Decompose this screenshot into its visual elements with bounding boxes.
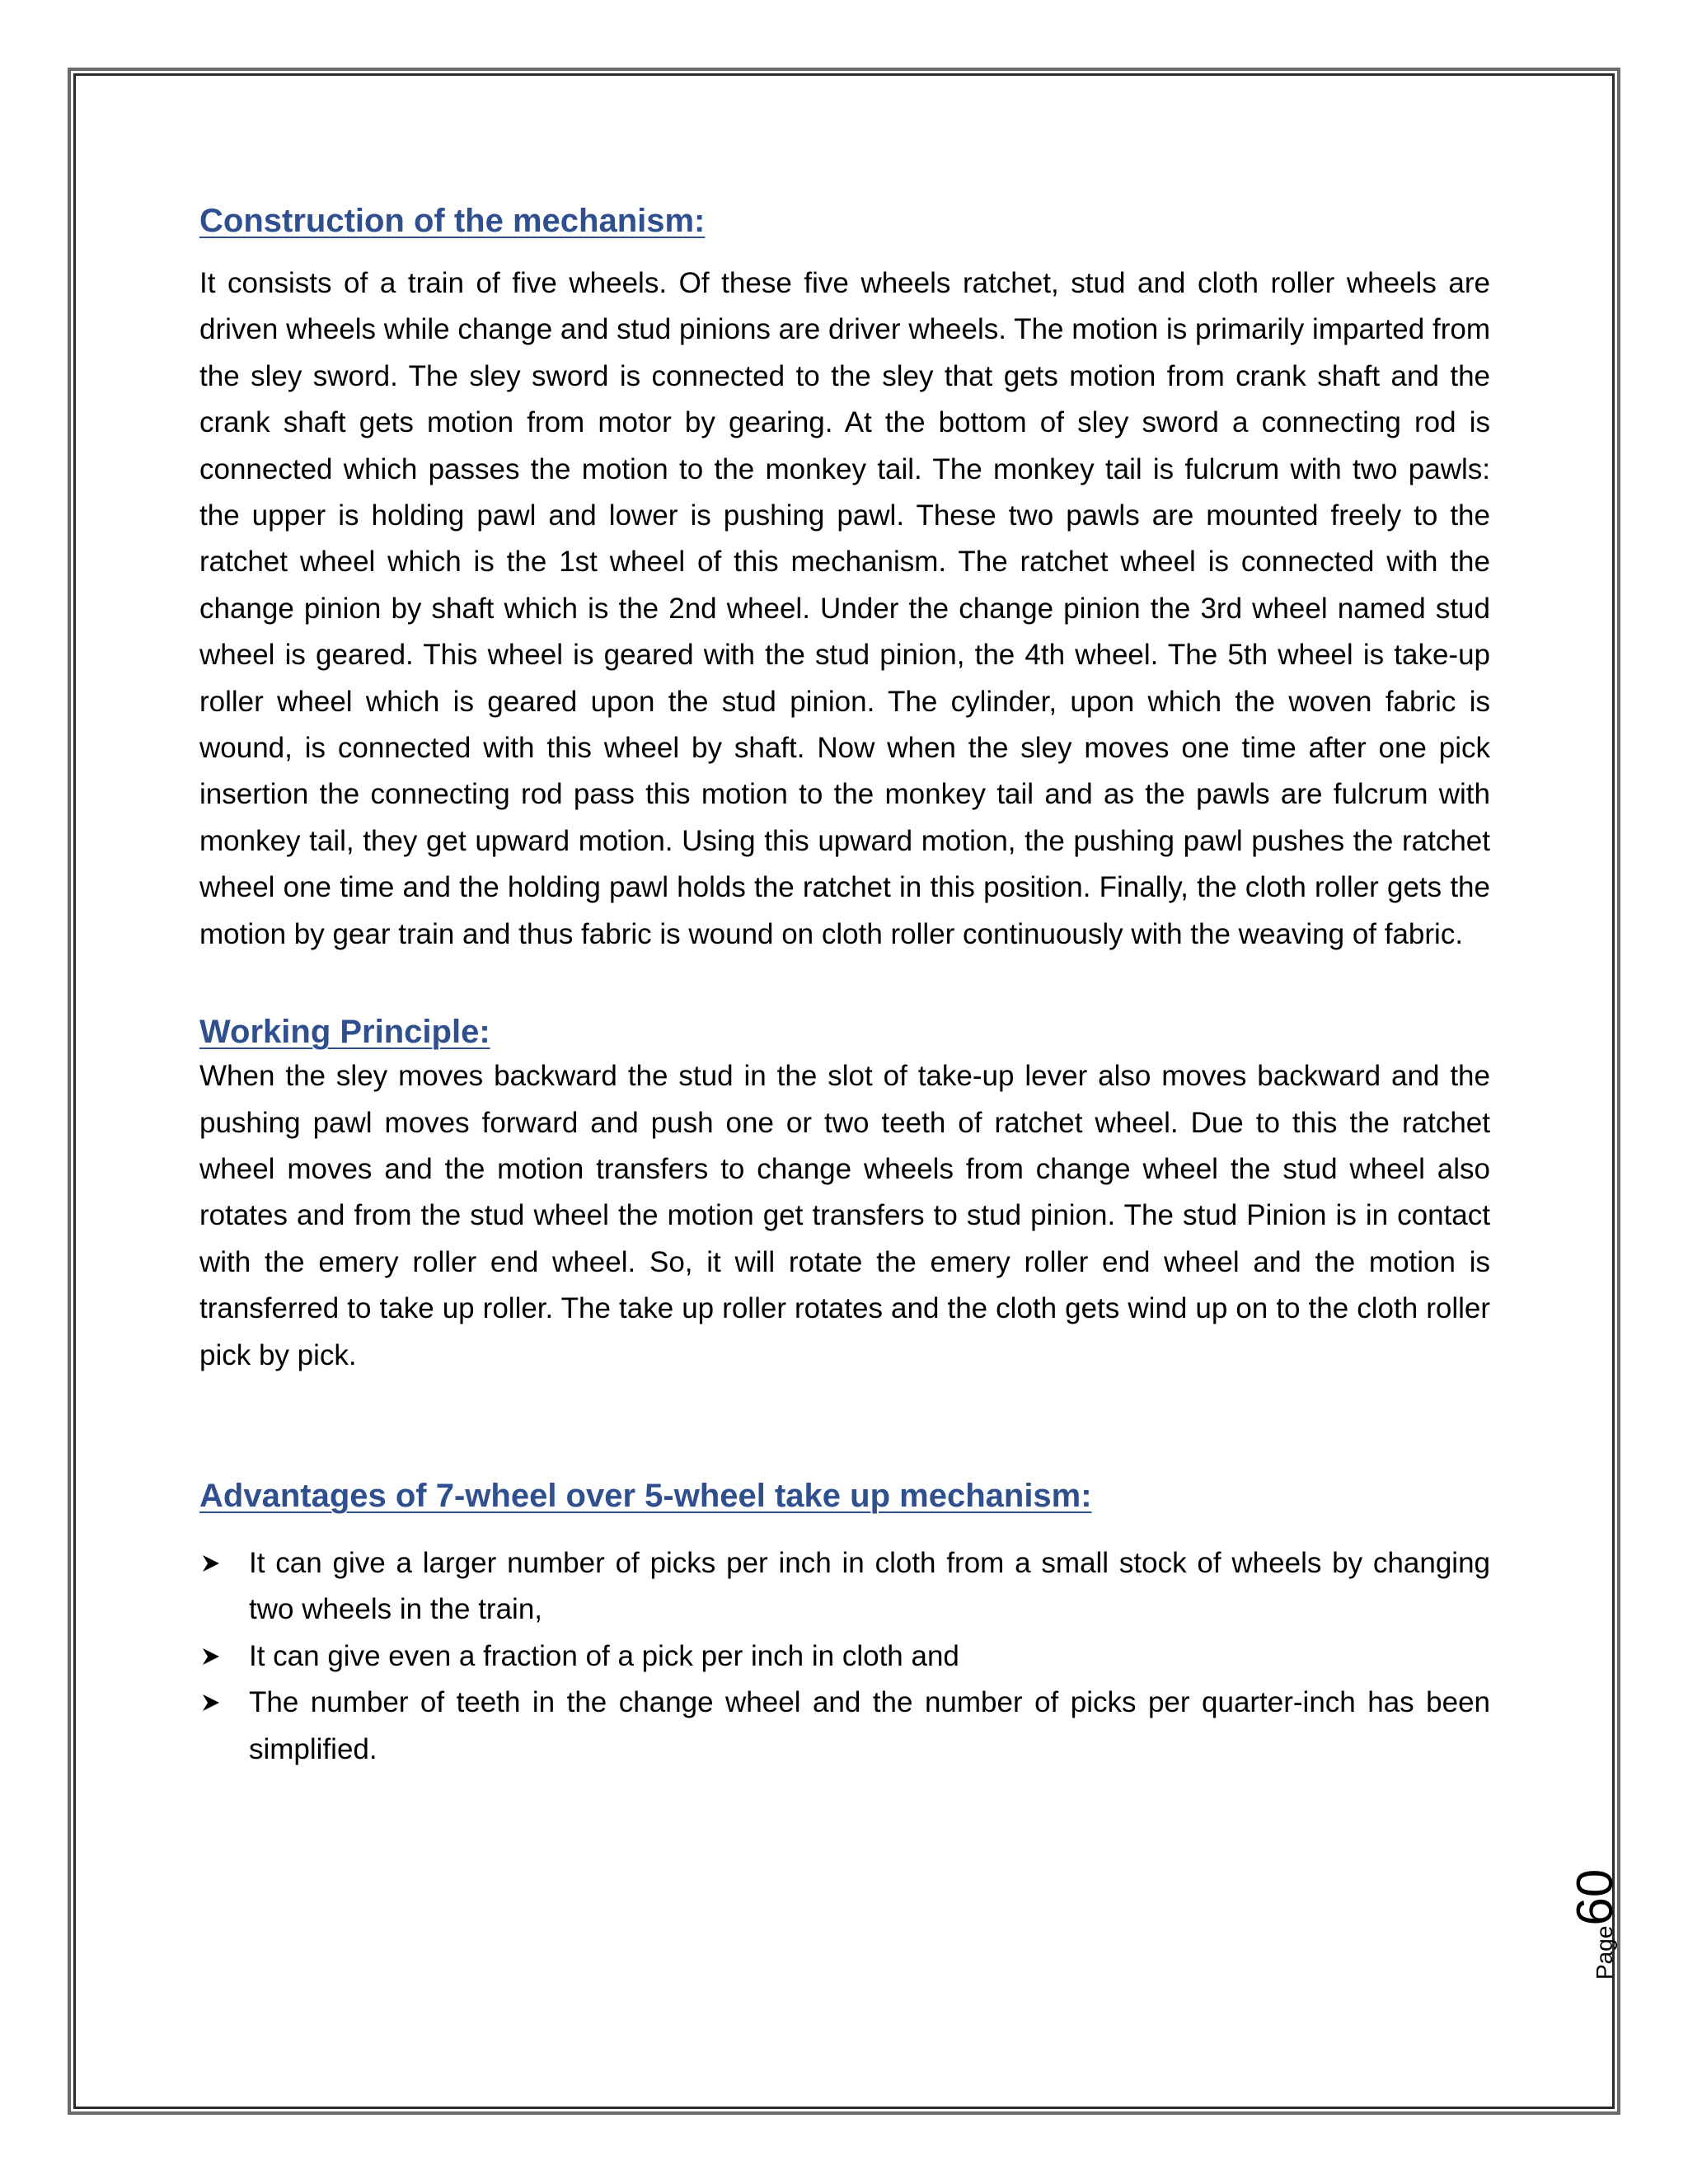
list-item (199, 1540, 1490, 1633)
advantage-text: The number of teeth in the change wheel and the number of picks per quarter-inch has been simplified. (249, 1686, 1490, 1765)
page-label: Page (1592, 1925, 1617, 1980)
advantage-text: It can give even a fraction of a pick per inch in cloth and (249, 1639, 959, 1672)
page-content (199, 194, 1490, 1773)
working-principle-heading: Working Principle: (199, 1014, 490, 1051)
list-item (199, 1633, 1490, 1680)
advantages-heading: Advantages of 7-wheel over 5-wheel take up mechanism: (199, 1477, 1092, 1514)
working-principle-paragraph: When the sley moves backward the stud in the slot of take-up lever also moves backward and the pushing pawl moves forward and push one or two teeth of ratchet wheel. Due to this the ratchet wheel moves and the motion transfers to change wheels from change wheel the stud wheel also rotates and from the stud wheel the motion get transfers to stud pinion. The stud Pinion is in contact with the emery roller end wheel. So, it will rotate the emery roller end wheel and the motion is transferred to take up roller. The take up roller rotates and the cloth gets wind up on to the cloth roller pick by pick. (199, 1060, 1490, 1371)
advantage-text: It can give a larger number of picks per inch in cloth from a small stock of wheels by changing two wheels in the train, (249, 1546, 1490, 1626)
arrowhead-bullet-icon (199, 1680, 224, 1726)
page-number (1567, 1868, 1624, 1980)
construction-heading: Construction of the mechanism: (199, 203, 706, 239)
list-item (199, 1680, 1490, 1773)
arrowhead-bullet-icon (199, 1540, 224, 1586)
page-number-value: 60 (1567, 1868, 1624, 1926)
advantages-list (199, 1540, 1490, 1773)
arrowhead-bullet-icon (199, 1633, 224, 1680)
construction-paragraph: It consists of a train of five wheels. Of these five wheels ratchet, stud and cloth roller wheels are driven wheels while change and stud pinions are driver wheels. The motion is primarily imparted from the sley sword. The sley sword is connected to the sley that gets motion from crank shaft and the crank shaft gets motion from motor by gearing. At the bottom of sley sword a connecting rod is connected which passes the motion to the monkey tail. The monkey tail is fulcrum with two pawls: the upper is holding pawl and lower is pushing pawl. These two pawls are mounted freely to the ratchet wheel which is the 1st wheel of this mechanism. The ratchet wheel is connected with the change pinion by shaft which is the 2nd wheel. Under the change pinion the 3rd wheel named stud wheel is geared. This wheel is geared with the stud pinion, the 4th wheel. The 5th wheel is take-up roller wheel which is geared upon the stud pinion. The cylinder, upon which the woven fabric is wound, is connected with this wheel by shaft. Now when the sley moves one time after one pick insertion the connecting rod pass this motion to the monkey tail and as the pawls are fulcrum with monkey tail, they get upward motion. Using this upward motion, the pushing pawl pushes the ratchet wheel one time and the holding pawl holds the ratchet in this position. Finally, the cloth roller gets the motion by gear train and thus fabric is wound on cloth roller continuously with the weaving of fabric. (199, 267, 1490, 950)
